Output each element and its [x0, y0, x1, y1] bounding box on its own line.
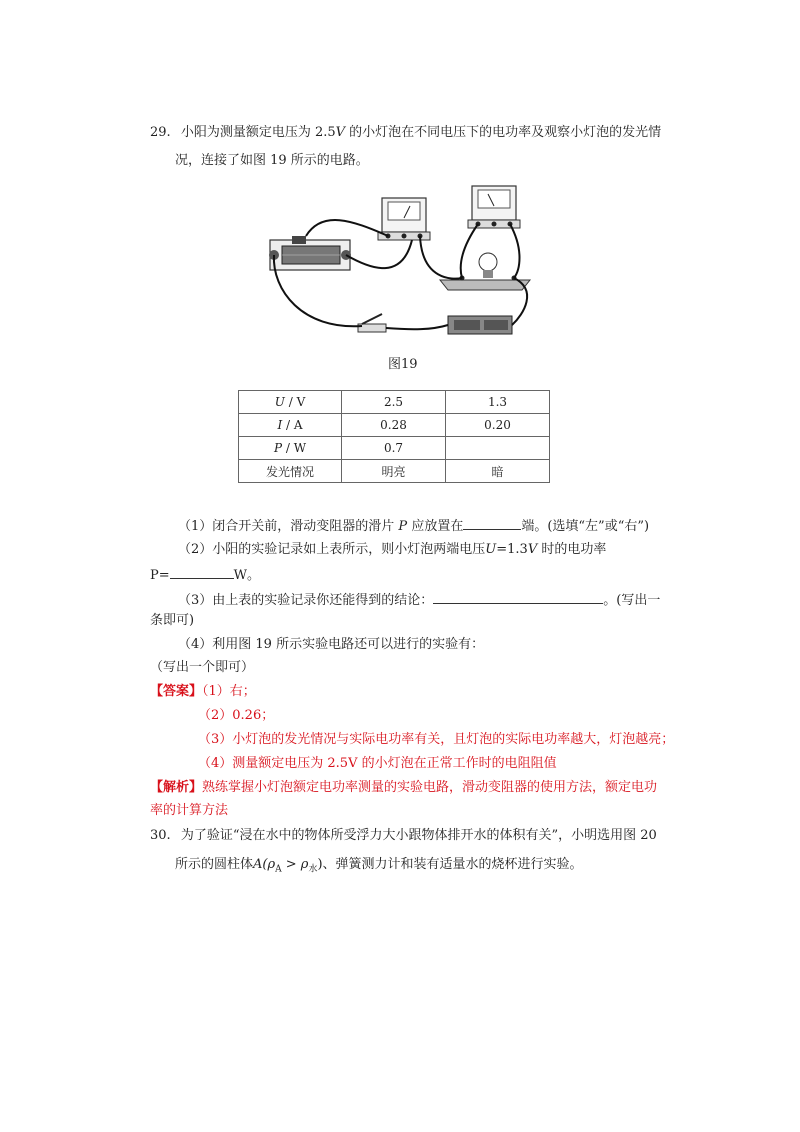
sub-question-3-cont: 条即可): [150, 613, 195, 628]
row-symbol: P: [273, 441, 283, 455]
table-row: [239, 460, 550, 483]
answer-blank-2[interactable]: [170, 565, 234, 579]
sub-question-3: [178, 590, 660, 610]
q30-close: ): [317, 857, 323, 872]
sub-question-2: [178, 541, 606, 559]
data-table: [238, 390, 550, 483]
table-cell: 0.7: [342, 437, 446, 460]
analysis-line-1: [150, 779, 657, 797]
sub-question-1: [178, 516, 649, 536]
rheostat-icon: [269, 236, 351, 270]
s2-var: U: [485, 542, 497, 557]
circuit-diagram: [262, 180, 542, 350]
s2-text-e: W。: [233, 568, 261, 583]
q30-line-2: [175, 856, 583, 879]
table-cell: 1.3: [446, 391, 550, 414]
q29-text-b: 的小灯泡在不同电压下的电功率及观察小灯泡的发光情: [345, 125, 662, 140]
table-cell: [446, 437, 550, 460]
s2-unit: V: [527, 542, 538, 557]
analysis-tag: 【解析】: [150, 780, 203, 795]
question-number: 30.: [150, 828, 171, 843]
table-cell: 2.5: [342, 391, 446, 414]
q30-text-1: 为了验证“浸在水中的物体所受浮力大小跟物体排开水的体积有关”，小明选用图 20: [180, 828, 657, 843]
s3-text-b: 。(写出一: [603, 593, 661, 608]
table-cell: 0.28: [342, 414, 446, 437]
s2-text-b: =1.3: [496, 542, 528, 557]
row-unit: / A: [282, 418, 303, 432]
answer-line-1: [150, 683, 256, 701]
row-unit: / V: [284, 395, 306, 409]
sub-question-4-cont: （写出一个即可）: [150, 660, 255, 675]
q30-sym: A(ρ: [253, 857, 276, 872]
q30-text-a: 所示的圆柱体: [175, 857, 254, 872]
figure-caption: 图19: [388, 357, 418, 372]
q29-unit: V: [335, 125, 346, 140]
row-unit: 发光情况: [265, 464, 314, 479]
table-cell: 明亮: [342, 460, 446, 483]
q29-line-1: [150, 124, 661, 142]
sub-question-2-cont: [150, 565, 260, 585]
answer-tag: 【答案】: [150, 684, 203, 699]
table-cell: 暗: [446, 460, 550, 483]
answer-line-3: （3）小灯泡的发光情况与实际电功率有关，且灯泡的实际电功率越大，灯泡越亮；: [198, 732, 675, 747]
q30-sub-a: A: [275, 864, 282, 875]
sub-question-4: （4）利用图 19 所示实验电路还可以进行的实验有：: [178, 637, 485, 652]
s1-text-b: 应放置在: [411, 519, 464, 534]
meter-left-icon: [378, 198, 430, 240]
table-row-label: [239, 414, 342, 437]
q29-line-2: 况，连接了如图 19 所示的电路。: [175, 153, 369, 168]
switch-icon: [358, 314, 386, 332]
answer-line-4: （4）测量额定电压为 2.5V 的小灯泡在正常工作时的电阻阻值: [198, 756, 557, 771]
q30-sub-water: 水: [308, 864, 318, 875]
analysis-text-1: 熟练掌握小灯泡额定电功率测量的实验电路，滑动变阻器的使用方法，额定电功: [202, 780, 658, 795]
s1-text-c: 端。(选填“左”或“右”): [521, 519, 650, 534]
table-row: [239, 437, 550, 460]
question-number: 29.: [150, 125, 171, 140]
s2-text-a: （2）小阳的实验记录如上表所示，则小灯泡两端电压: [178, 542, 486, 557]
table-row: [239, 391, 550, 414]
analysis-line-2: 率的计算方法: [150, 803, 229, 818]
answer-blank-3[interactable]: [433, 590, 603, 604]
table-row-label: [239, 391, 342, 414]
s1-var: P: [398, 519, 408, 534]
q30-line-1: [150, 827, 657, 845]
answer-blank-1[interactable]: [463, 516, 521, 530]
battery-icon: [448, 316, 512, 334]
table-row: [239, 414, 550, 437]
row-unit: / W: [282, 441, 307, 455]
q30-gt: > ρ: [281, 857, 309, 872]
s2-text-d: P=: [150, 568, 170, 583]
s1-text-a: （1）闭合开关前，滑动变阻器的滑片: [178, 519, 395, 534]
row-symbol: I: [277, 418, 283, 432]
row-symbol: U: [274, 395, 285, 409]
meter-right-icon: [468, 186, 520, 228]
answer-1: （1）右；: [202, 684, 256, 699]
q30-text-b: 、弹簧测力计和装有适量水的烧杯进行实验。: [322, 857, 583, 872]
q29-text-a: 小阳为测量额定电压为 2.5: [180, 125, 336, 140]
table-cell: 0.20: [446, 414, 550, 437]
s2-text-c: 时的电功率: [541, 542, 607, 557]
s3-text-a: （3）由上表的实验记录你还能得到的结论：: [178, 593, 434, 608]
answer-line-2: （2）0.26；: [198, 708, 275, 723]
table-row-label: [239, 437, 342, 460]
table-row-label: [239, 460, 342, 483]
